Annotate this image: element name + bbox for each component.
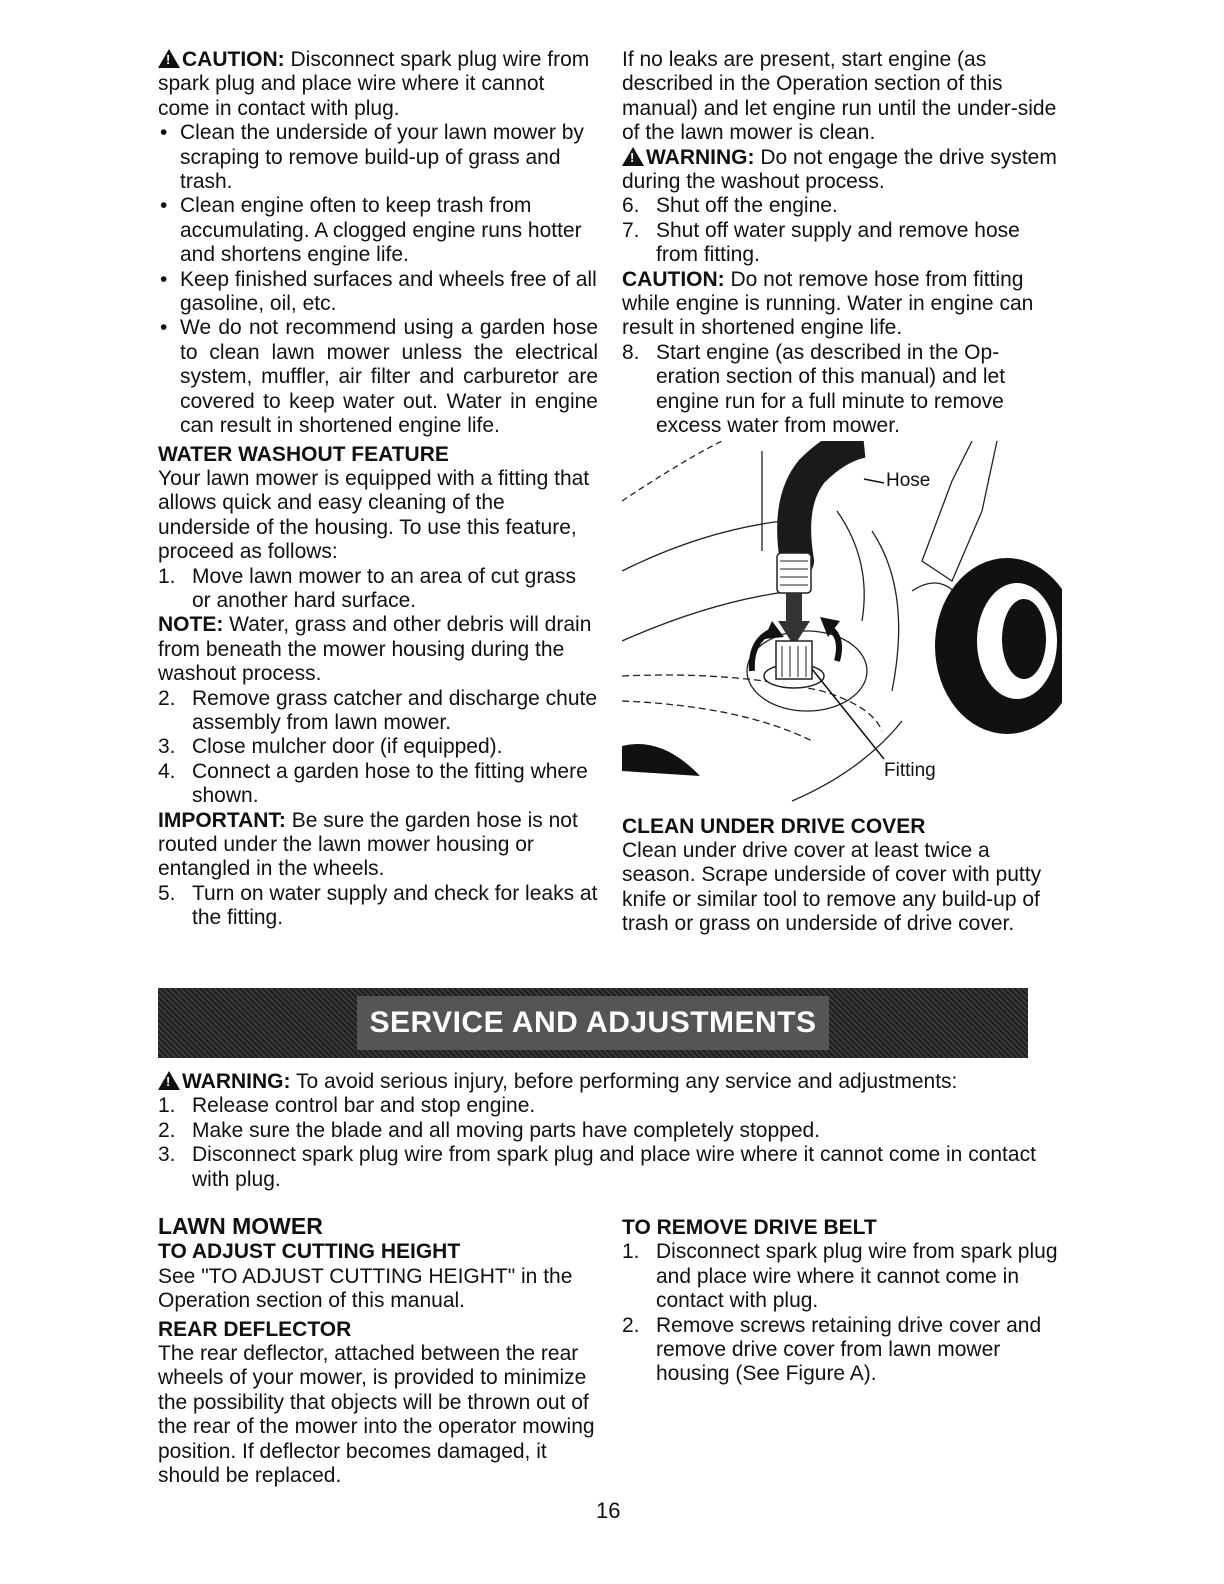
caution-text: Disconnect spark plug wire from spark plug and place wire where it cannot come in contact with plug. xyxy=(158,48,590,120)
warning-triangle-icon xyxy=(158,49,180,68)
caution-label: CAUTION: xyxy=(622,267,725,291)
step-number: 7. xyxy=(622,218,640,242)
right-column xyxy=(622,48,1062,937)
drive-cover-heading: CLEAN UNDER DRIVE COVER xyxy=(622,814,926,838)
washout-intro: Your lawn mower is equipped with a fitting that allows quick and easy cleaning of the underside of the housing. To use this feature, proceed as follows: xyxy=(158,466,590,564)
drive-belt-steps xyxy=(622,1240,1062,1386)
list-item xyxy=(158,1143,1058,1192)
list-item: • Clean engine often to keep trash from accumulating. A clogged engine runs hotter and shortens engine life. xyxy=(158,194,598,267)
drive-cover-text: Clean under drive cover at least twice a season. Scrape underside of cover with putty knife or similar tool to remove any build-up of trash or grass on underside of drive cover. xyxy=(622,838,1042,936)
caution-label: CAUTION: xyxy=(182,48,285,71)
step-number: 3. xyxy=(158,1143,176,1167)
washout-steps-1 xyxy=(158,565,598,614)
list-item xyxy=(158,1119,1058,1143)
service-warning-paragraph xyxy=(158,1070,1058,1094)
warning-triangle-icon xyxy=(158,1071,180,1090)
note-label: NOTE: xyxy=(158,613,224,637)
list-item xyxy=(622,341,1062,439)
list-item xyxy=(158,760,598,809)
step-number: 6. xyxy=(622,194,640,218)
maintenance-bullet-list xyxy=(158,121,598,438)
cut-height-text: See "TO ADJUST CUTTING HEIGHT" in the Operation section of this manual. xyxy=(158,1264,573,1313)
step-number: 5. xyxy=(158,881,176,905)
step-number: 2. xyxy=(622,1313,640,1337)
list-item xyxy=(622,219,1062,268)
important-text: Be sure the garden hose is not routed under the lawn mower housing or entangled in the wheels. xyxy=(158,808,578,881)
warning-paragraph xyxy=(622,146,1062,195)
list-item xyxy=(158,1094,1058,1118)
step-number: 2. xyxy=(158,1118,176,1142)
figure-label-fitting: Fitting xyxy=(884,759,936,781)
list-item xyxy=(622,194,1062,218)
caution-text: Do not remove hose from fitting while engine is running. Water in engine can result in shortened engine life. xyxy=(622,267,1034,340)
important-label: IMPORTANT: xyxy=(158,808,286,832)
step-number: 8. xyxy=(622,340,640,364)
list-item: • We do not recommend using a garden hose to clean lawn mower unless the electrical system, muffler, air filter and carburetor are covered to keep water out. Water in engine can result in shortened engine life. xyxy=(158,316,598,438)
step-text: Move lawn mower to an area of cut grass or another hard surface. xyxy=(192,564,577,612)
list-item xyxy=(622,1240,1062,1313)
lawn-mower-heading: LAWN MOWER xyxy=(158,1213,323,1239)
figure-label-hose: Hose xyxy=(886,469,931,491)
washout-heading: WATER WASHOUT FEATURE xyxy=(158,442,449,466)
caution-paragraph xyxy=(158,48,598,121)
washout-steps-6-7 xyxy=(622,194,1062,267)
note-text: Water, grass and other debris will drain from beneath the mower housing during the washout process. xyxy=(158,613,592,686)
step-text: Make sure the blade and all moving parts have completely stopped. xyxy=(192,1118,821,1142)
drive-belt-heading: TO REMOVE DRIVE BELT xyxy=(622,1216,877,1239)
washout-steps-5 xyxy=(158,882,598,931)
step-number: 3. xyxy=(158,735,176,759)
step-text: Shut off the engine. xyxy=(656,194,838,218)
step-text: Remove grass catcher and discharge chute assembly from lawn mower. xyxy=(192,686,598,734)
note-paragraph xyxy=(158,613,598,686)
important-paragraph xyxy=(158,809,598,882)
list-item xyxy=(158,687,598,736)
service-steps xyxy=(158,1094,1058,1192)
step-text: Start engine (as described in the Op-eration section of this manual) and let engine run for a full minute to remove excess water from mower. xyxy=(656,340,1006,438)
left-column xyxy=(158,48,598,931)
washout-steps-8 xyxy=(622,341,1062,439)
step-number: 4. xyxy=(158,759,176,783)
deflector-heading: REAR DEFLECTOR xyxy=(158,1317,352,1341)
banner-title: SERVICE AND ADJUSTMENTS xyxy=(357,996,828,1050)
step-number: 2. xyxy=(158,686,176,710)
washout-steps-2-4 xyxy=(158,687,598,809)
step-text: Close mulcher door (if equipped). xyxy=(192,735,503,759)
step-number: 1. xyxy=(622,1240,640,1264)
step-text: Disconnect spark plug wire from spark plug and place wire where it cannot come in contact with plug. xyxy=(656,1240,1058,1313)
list-item xyxy=(622,1314,1062,1387)
section-banner xyxy=(158,988,1028,1058)
service-warning-block xyxy=(158,1070,1058,1192)
list-item: • Clean the underside of your lawn mower by scraping to remove build-up of grass and trash. xyxy=(158,121,598,194)
lawn-mower-section xyxy=(158,1214,598,1488)
warning-text: Do not engage the drive system during the washout process. xyxy=(622,145,1057,194)
step-number: 1. xyxy=(158,564,176,588)
caution-paragraph xyxy=(622,268,1062,341)
list-item xyxy=(158,735,598,759)
warning-triangle-icon xyxy=(622,147,644,166)
step-text: Shut off water supply and remove hose from fitting. xyxy=(656,218,1020,267)
hose-fitting-illustration xyxy=(622,441,1062,811)
list-item xyxy=(158,565,598,614)
page-number: 16 xyxy=(596,1498,621,1523)
cut-height-heading: TO ADJUST CUTTING HEIGHT xyxy=(158,1240,461,1264)
washout-continue-text: If no leaks are present, start engine (as described in the Operation section of this manual) and let engine run until the under-side of the lawn mower is clean. xyxy=(622,48,1057,145)
step-text: Connect a garden hose to the fitting where shown. xyxy=(192,759,588,808)
step-text: Release control bar and stop engine. xyxy=(192,1094,536,1118)
step-text: Turn on water supply and check for leaks at the fitting. xyxy=(192,881,598,930)
list-item xyxy=(158,882,598,931)
warning-text: To avoid serious injury, before performing any service and adjustments: xyxy=(290,1070,958,1093)
step-number: 1. xyxy=(158,1094,176,1118)
warning-label: WARNING: xyxy=(646,145,755,169)
washout-fitting-figure xyxy=(622,441,1062,811)
step-text: Disconnect spark plug wire from spark plug and place wire where it cannot come in contact with plug. xyxy=(192,1143,1036,1191)
deflector-text: The rear deflector, attached between the rear wheels of your mower, is provided to minimize the possibility that objects will be thrown out of the rear of the mower into the operator mowing position. If deflector becomes damaged, it should be replaced. xyxy=(158,1342,595,1488)
warning-label: WARNING: xyxy=(182,1070,291,1093)
step-text: Remove screws retaining drive cover and remove drive cover from lawn mower housing (See Figure A). xyxy=(656,1313,1042,1386)
drive-belt-section xyxy=(622,1216,1062,1387)
list-item: • Keep finished surfaces and wheels free of all gasoline, oil, etc. xyxy=(158,268,598,317)
